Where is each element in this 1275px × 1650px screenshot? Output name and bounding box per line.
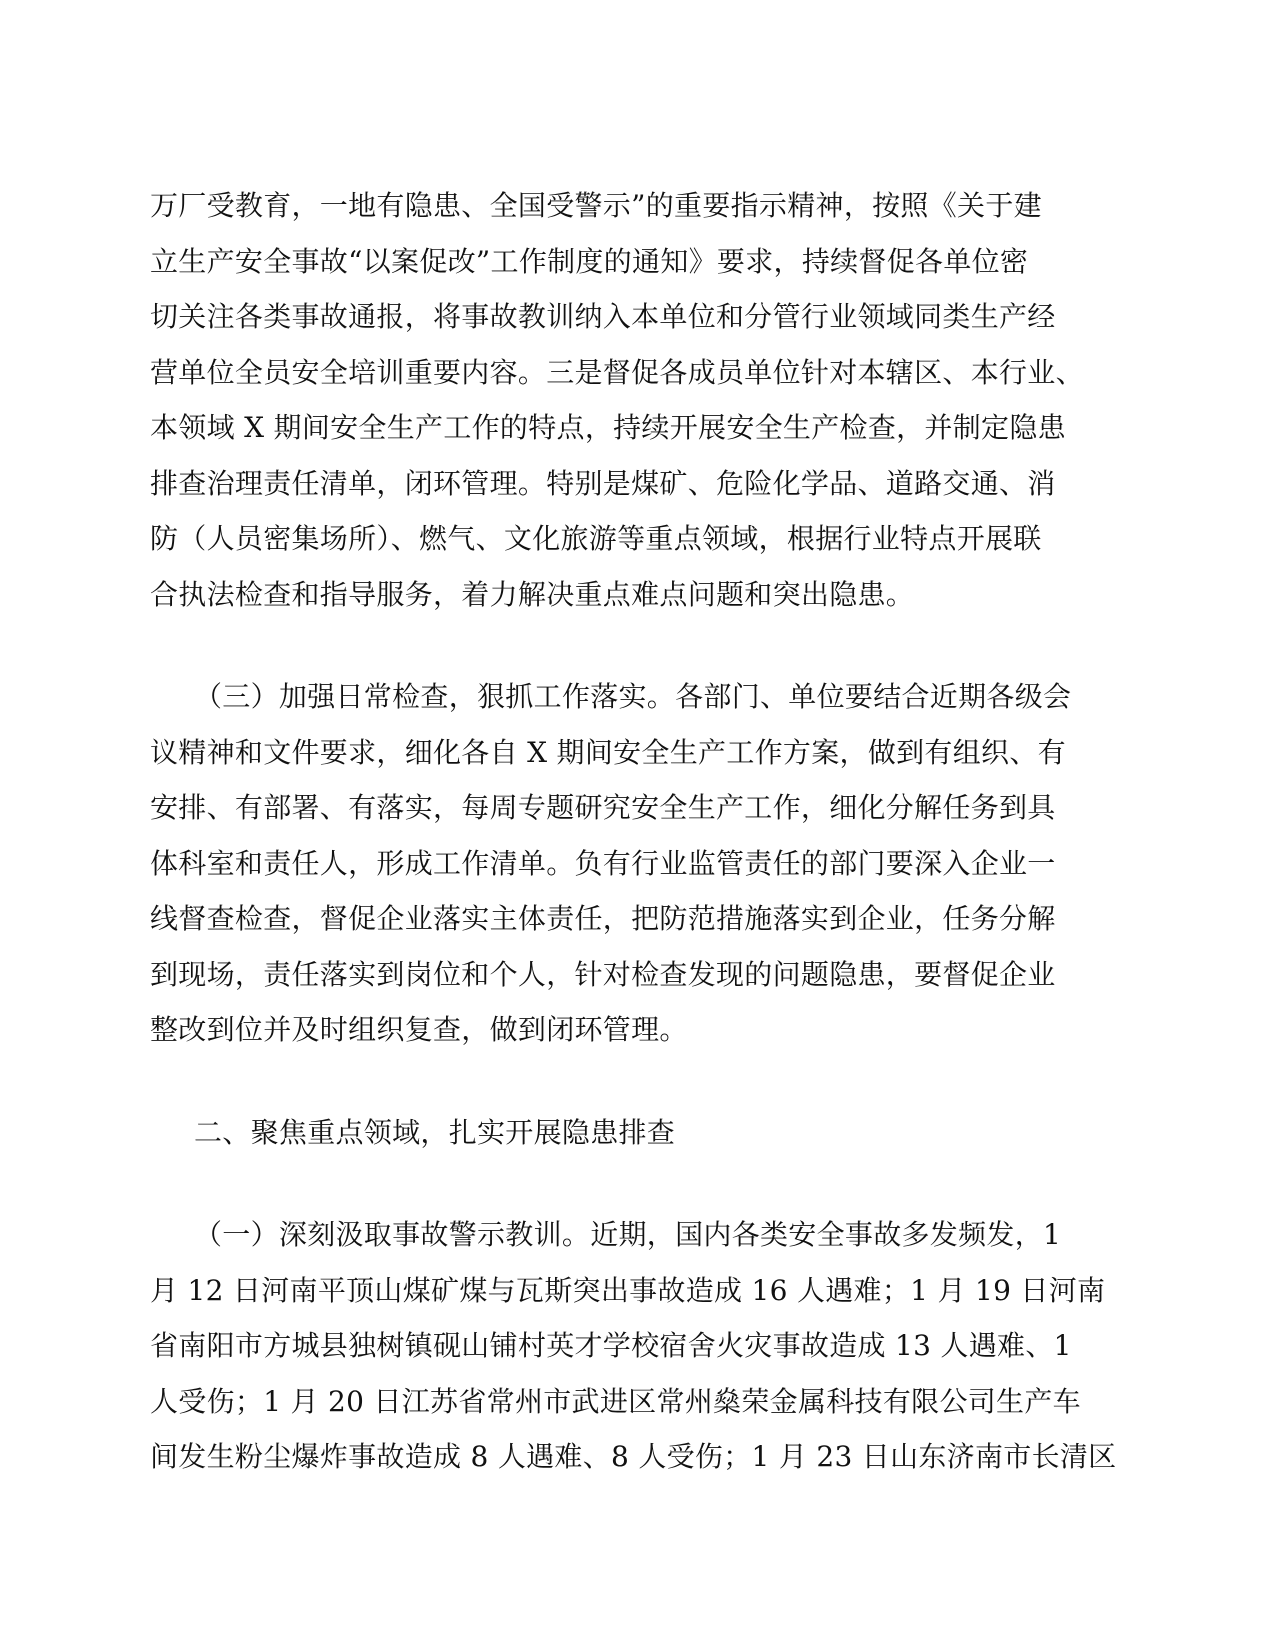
paragraph-gap <box>150 622 1140 669</box>
text-line: 线督查检查，督促企业落实主体责任，把防范措施落实到企业，任务分解 <box>150 902 1056 935</box>
text-line: （三）加强日常检查，狠抓工作落实。各部门、单位要结合近期各级会 <box>194 680 1072 713</box>
text-line: 整改到位并及时组织复查，做到闭环管理。 <box>150 1013 688 1046</box>
section-heading <box>150 1105 1140 1161</box>
text-line: 切关注各类事故通报，将事故教训纳入本单位和分管行业领域同类生产经 <box>150 300 1056 333</box>
document-body <box>150 178 1140 1485</box>
text-line: 到现场，责任落实到岗位和个人，针对检查发现的问题隐患，要督促企业 <box>150 957 1056 991</box>
paragraph-1 <box>150 178 1140 622</box>
heading-line: 二、聚焦重点领域，扎实开展隐患排查 <box>194 1115 676 1149</box>
text-line: 合执法检查和指导服务，着力解决重点难点问题和突出隐患。 <box>150 577 915 611</box>
text-line: 防（人员密集场所）、燃气、文化旅游等重点领域，根据行业特点开展联 <box>150 522 1042 555</box>
text-line: 间发生粉尘爆炸事故造成 8 人遇难、8 人受伤；1 月 23 日山东济南市长清区 <box>150 1440 1117 1473</box>
paragraph-2 <box>150 669 1140 1058</box>
text-line: 体科室和责任人，形成工作清单。负有行业监管责任的部门要深入企业一 <box>150 846 1056 880</box>
text-line: （一）深刻汲取事故警示教训。近期，国内各类安全事故多发频发，1 <box>194 1218 1062 1251</box>
text-line: 营单位全员安全培训重要内容。三是督促各成员单位针对本辖区、本行业、 <box>150 355 1084 389</box>
text-line: 月 12 日河南平顶山煤矿煤与瓦斯突出事故造成 16 人遇难；1 月 19 日河南 <box>150 1273 1106 1307</box>
text-line: 排查治理责任清单，闭环管理。特别是煤矿、危险化学品、道路交通、消 <box>150 466 1056 500</box>
text-line: 万厂受教育，一地有隐患、全国受警示”的重要指示精神，按照《关于建 <box>150 189 1042 222</box>
paragraph-3 <box>150 1207 1140 1485</box>
text-line: 议精神和文件要求，细化各自 X 期间安全生产工作方案，做到有组织、有 <box>150 735 1066 769</box>
text-line: 人受伤；1 月 20 日江苏省常州市武进区常州燊荣金属科技有限公司生产车 <box>150 1384 1081 1418</box>
text-line: 安排、有部署、有落实，每周专题研究安全生产工作，细化分解任务到具 <box>150 791 1056 824</box>
text-line: 本领域 X 期间安全生产工作的特点，持续开展安全生产检查，并制定隐患 <box>150 411 1066 444</box>
paragraph-gap <box>150 1058 1140 1105</box>
paragraph-gap <box>150 1160 1140 1207</box>
text-line: 立生产安全事故“以案促改”工作制度的通知》要求，持续督促各单位密 <box>150 244 1029 278</box>
text-line: 省南阳市方城县独树镇砚山铺村英才学校宿舍火灾事故造成 13 人遇难、1 <box>150 1329 1072 1362</box>
